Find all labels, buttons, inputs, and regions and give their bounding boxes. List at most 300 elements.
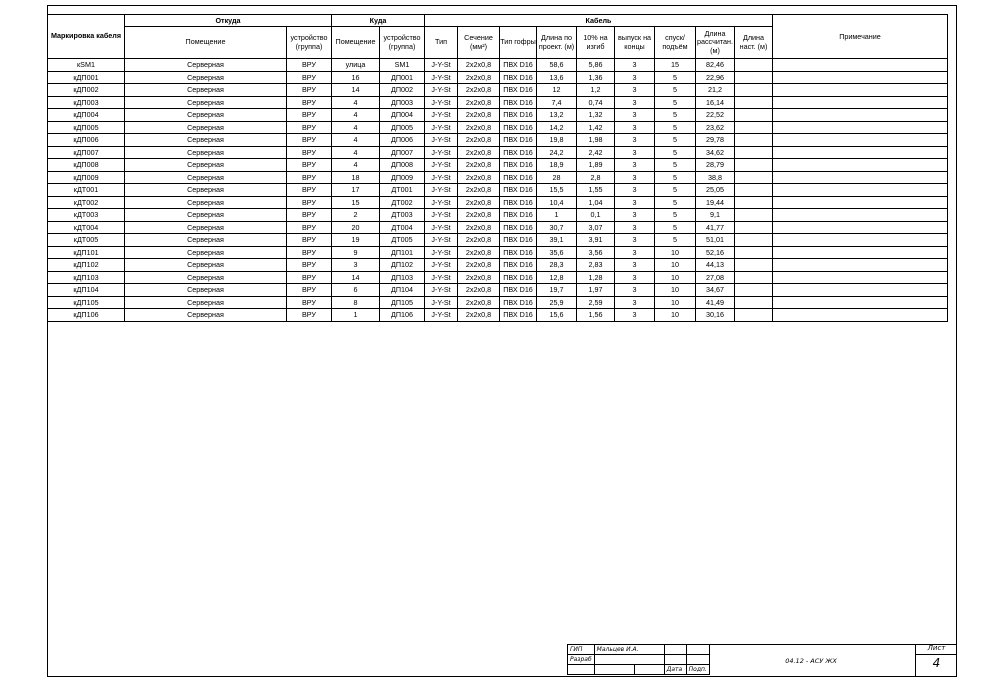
table-cell: Серверная (125, 234, 287, 247)
table-cell: ПВХ D16 (500, 271, 537, 284)
table-cell: ПВХ D16 (500, 234, 537, 247)
table-cell: J-Y-St (425, 171, 458, 184)
table-cell: 3 (615, 134, 655, 147)
table-cell: 2,59 (577, 296, 615, 309)
table-cell: 5 (655, 109, 696, 122)
table-cell: 1,32 (577, 109, 615, 122)
table-cell (735, 159, 773, 172)
table-cell: J-Y-St (425, 146, 458, 159)
table-cell: 39,1 (537, 234, 577, 247)
stamp-date-label: Дата (664, 665, 686, 675)
table-cell: 17 (332, 184, 380, 197)
table-cell: 2 (332, 209, 380, 222)
table-cell (773, 121, 948, 134)
table-cell: 2х2х0,8 (458, 209, 500, 222)
table-cell: кДП009 (48, 171, 125, 184)
table-cell (735, 221, 773, 234)
table-cell: ПВХ D16 (500, 59, 537, 72)
table-cell: Серверная (125, 159, 287, 172)
table-cell: ПВХ D16 (500, 259, 537, 272)
table-cell: 19,8 (537, 134, 577, 147)
table-cell (773, 246, 948, 259)
table-cell: 6 (332, 284, 380, 297)
table-cell: ПВХ D16 (500, 109, 537, 122)
stamp-gip-label: ГИП (568, 645, 595, 655)
table-cell: 51,01 (696, 234, 735, 247)
table-cell: кSM1 (48, 59, 125, 72)
table-cell: кДП103 (48, 271, 125, 284)
table-cell: 3,91 (577, 234, 615, 247)
table-cell: 5 (655, 146, 696, 159)
table-cell: 2,83 (577, 259, 615, 272)
table-cell (773, 271, 948, 284)
table-cell (773, 159, 948, 172)
table-row (48, 121, 948, 134)
table-cell: ДТ001 (380, 184, 425, 197)
table-cell: J-Y-St (425, 196, 458, 209)
header-from-room: Помещение (125, 27, 287, 59)
table-cell: кДП005 (48, 121, 125, 134)
table-cell: 20 (332, 221, 380, 234)
table-cell: 13,6 (537, 71, 577, 84)
table-cell (773, 209, 948, 222)
table-cell: Серверная (125, 109, 287, 122)
table-cell: J-Y-St (425, 296, 458, 309)
table-cell: 3 (615, 146, 655, 159)
header-to: Куда (332, 15, 425, 27)
table-cell: ПВХ D16 (500, 284, 537, 297)
table-cell: 2х2х0,8 (458, 296, 500, 309)
table-cell: ДП007 (380, 146, 425, 159)
table-cell: 44,13 (696, 259, 735, 272)
table-cell: 2х2х0,8 (458, 196, 500, 209)
table-cell: 10 (655, 259, 696, 272)
table-cell: J-Y-St (425, 259, 458, 272)
table-cell: 15 (655, 59, 696, 72)
table-cell: 5 (655, 84, 696, 97)
table-cell: кДТ002 (48, 196, 125, 209)
table-cell: J-Y-St (425, 109, 458, 122)
table-cell (773, 259, 948, 272)
header-cable: Кабель (425, 15, 773, 27)
table-row (48, 146, 948, 159)
sheet-box (915, 644, 957, 677)
table-cell: 3 (615, 171, 655, 184)
table-cell: 3 (615, 96, 655, 109)
table-cell: Серверная (125, 309, 287, 322)
table-cell: 3 (615, 259, 655, 272)
table-cell: ПВХ D16 (500, 96, 537, 109)
table-cell: J-Y-St (425, 96, 458, 109)
table-cell: ВРУ (287, 134, 332, 147)
table-cell: ДТ005 (380, 234, 425, 247)
table-cell: 1,36 (577, 71, 615, 84)
table-cell (735, 96, 773, 109)
table-cell: 5 (655, 196, 696, 209)
table-cell: ВРУ (287, 146, 332, 159)
table-cell: 4 (332, 159, 380, 172)
table-cell: 34,62 (696, 146, 735, 159)
table-cell: ПВХ D16 (500, 159, 537, 172)
table-cell: Серверная (125, 171, 287, 184)
table-cell: 25,05 (696, 184, 735, 197)
table-cell (773, 309, 948, 322)
table-cell: 2х2х0,8 (458, 246, 500, 259)
table-cell (773, 296, 948, 309)
table-cell: ВРУ (287, 96, 332, 109)
table-cell (735, 196, 773, 209)
table-cell: Серверная (125, 259, 287, 272)
table-cell: 41,77 (696, 221, 735, 234)
table-cell: ПВХ D16 (500, 84, 537, 97)
table-cell: 5 (655, 221, 696, 234)
table-cell (773, 109, 948, 122)
table-cell: 10 (655, 309, 696, 322)
table-cell: улица (332, 59, 380, 72)
table-cell: кДП105 (48, 296, 125, 309)
table-cell: 3 (615, 271, 655, 284)
table-cell: 3 (615, 184, 655, 197)
table-cell: ВРУ (287, 309, 332, 322)
table-cell: кДП102 (48, 259, 125, 272)
header-drop: спуск/подъём (655, 27, 696, 59)
table-cell: 3 (615, 59, 655, 72)
table-cell (735, 284, 773, 297)
table-cell: Серверная (125, 96, 287, 109)
table-cell: ДП002 (380, 84, 425, 97)
table-cell: 21,2 (696, 84, 735, 97)
header-to-device: устройство (группа) (380, 27, 425, 59)
cable-table (47, 14, 948, 322)
table-cell: 2х2х0,8 (458, 259, 500, 272)
table-cell: 28 (537, 171, 577, 184)
table-cell: ДП103 (380, 271, 425, 284)
table-cell: 2х2х0,8 (458, 121, 500, 134)
table-cell (735, 184, 773, 197)
header-from-device: устройство (группа) (287, 27, 332, 59)
table-cell: 2х2х0,8 (458, 184, 500, 197)
table-cell (735, 109, 773, 122)
table-row (48, 159, 948, 172)
table-cell: 2х2х0,8 (458, 59, 500, 72)
table-cell: 1,55 (577, 184, 615, 197)
table-cell: ВРУ (287, 271, 332, 284)
table-cell: J-Y-St (425, 209, 458, 222)
table-cell: 9,1 (696, 209, 735, 222)
table-cell: 15,6 (537, 309, 577, 322)
table-cell (735, 309, 773, 322)
table-cell: 4 (332, 96, 380, 109)
table-cell: ПВХ D16 (500, 309, 537, 322)
table-cell: ПВХ D16 (500, 246, 537, 259)
header-length-project: Длина по проект. (м) (537, 27, 577, 59)
table-cell: J-Y-St (425, 121, 458, 134)
table-cell: ВРУ (287, 296, 332, 309)
table-cell: J-Y-St (425, 159, 458, 172)
table-cell: 1,2 (577, 84, 615, 97)
table-cell: 3 (615, 296, 655, 309)
table-cell: 5,86 (577, 59, 615, 72)
table-cell: 1,89 (577, 159, 615, 172)
table-cell: кДП007 (48, 146, 125, 159)
table-cell: 5 (655, 96, 696, 109)
table-cell: 3 (615, 84, 655, 97)
table-cell: Серверная (125, 84, 287, 97)
table-cell: 3,07 (577, 221, 615, 234)
table-cell: 5 (655, 234, 696, 247)
table-cell: 2х2х0,8 (458, 171, 500, 184)
table-cell: 3 (615, 121, 655, 134)
table-cell: 5 (655, 209, 696, 222)
table-cell (735, 134, 773, 147)
table-cell: 22,52 (696, 109, 735, 122)
table-cell: J-Y-St (425, 234, 458, 247)
table-cell: 3 (615, 71, 655, 84)
table-cell: 2х2х0,8 (458, 146, 500, 159)
table-cell: 3 (615, 109, 655, 122)
table-cell: 3 (332, 259, 380, 272)
table-cell: 0,1 (577, 209, 615, 222)
table-cell: ВРУ (287, 109, 332, 122)
table-cell: J-Y-St (425, 134, 458, 147)
table-cell: 7,4 (537, 96, 577, 109)
table-cell: кДП003 (48, 96, 125, 109)
table-cell: 5 (655, 171, 696, 184)
table-cell: 3 (615, 221, 655, 234)
table-cell: кДП008 (48, 159, 125, 172)
table-cell: J-Y-St (425, 284, 458, 297)
table-cell: 3 (615, 209, 655, 222)
header-from: Откуда (125, 15, 332, 27)
table-cell: 35,6 (537, 246, 577, 259)
table-cell: J-Y-St (425, 71, 458, 84)
table-cell: 82,46 (696, 59, 735, 72)
table-cell: Серверная (125, 196, 287, 209)
table-cell: 1,42 (577, 121, 615, 134)
table-cell (773, 134, 948, 147)
table-cell (773, 71, 948, 84)
table-cell (773, 284, 948, 297)
table-cell: кДП004 (48, 109, 125, 122)
table-cell: ВРУ (287, 209, 332, 222)
table-cell: 25,9 (537, 296, 577, 309)
table-cell (735, 71, 773, 84)
header-note: Примечание (773, 15, 948, 59)
header-section: Сечение (мм²) (458, 27, 500, 59)
table-cell: ВРУ (287, 121, 332, 134)
table-cell: 5 (655, 121, 696, 134)
table-cell: 1,98 (577, 134, 615, 147)
table-cell: ПВХ D16 (500, 184, 537, 197)
table-cell: J-Y-St (425, 84, 458, 97)
table-cell: ДП105 (380, 296, 425, 309)
table-cell: 13,2 (537, 109, 577, 122)
table-cell: 18 (332, 171, 380, 184)
table-cell: ДП008 (380, 159, 425, 172)
table-cell: 19,7 (537, 284, 577, 297)
table-cell: кДП006 (48, 134, 125, 147)
table-cell: Серверная (125, 59, 287, 72)
table-cell: 5 (655, 159, 696, 172)
table-cell: 14 (332, 271, 380, 284)
header-bend: 10% на изгиб (577, 27, 615, 59)
table-cell: 3 (615, 309, 655, 322)
table-cell (735, 234, 773, 247)
header-corrugation: Тип гофры (500, 27, 537, 59)
table-cell: ДП005 (380, 121, 425, 134)
table-cell: 1 (332, 309, 380, 322)
header-length-set: Длина наст. (м) (735, 27, 773, 59)
table-cell: Серверная (125, 221, 287, 234)
stamp-dev-label: Разраб (568, 655, 595, 665)
table-cell: ПВХ D16 (500, 146, 537, 159)
header-marking: Маркировка кабеля (48, 15, 125, 59)
table-cell: кДТ001 (48, 184, 125, 197)
table-cell: 3,56 (577, 246, 615, 259)
table-cell: кДТ003 (48, 209, 125, 222)
table-cell: 19 (332, 234, 380, 247)
table-cell: J-Y-St (425, 59, 458, 72)
table-cell: J-Y-St (425, 309, 458, 322)
table-row (48, 271, 948, 284)
table-cell: 3 (615, 246, 655, 259)
table-cell: ВРУ (287, 196, 332, 209)
table-cell: кДП104 (48, 284, 125, 297)
sheet-label: Лист (916, 644, 957, 655)
table-cell: кДП002 (48, 84, 125, 97)
table-cell: 16,14 (696, 96, 735, 109)
table-row (48, 196, 948, 209)
table-cell: 19,44 (696, 196, 735, 209)
table-cell (735, 59, 773, 72)
table-cell: 8 (332, 296, 380, 309)
table-cell: 2х2х0,8 (458, 271, 500, 284)
table-cell: 22,96 (696, 71, 735, 84)
table-cell: ПВХ D16 (500, 121, 537, 134)
table-cell: 1,56 (577, 309, 615, 322)
table-cell: 10 (655, 246, 696, 259)
table-cell: Серверная (125, 271, 287, 284)
table-cell: 5 (655, 71, 696, 84)
table-cell: ДП006 (380, 134, 425, 147)
table-cell: кДП106 (48, 309, 125, 322)
table-cell: 28,79 (696, 159, 735, 172)
table-cell: кДП101 (48, 246, 125, 259)
table-cell: 28,3 (537, 259, 577, 272)
table-cell (773, 171, 948, 184)
table-cell: ВРУ (287, 159, 332, 172)
table-cell: 4 (332, 134, 380, 147)
table-cell: ПВХ D16 (500, 196, 537, 209)
table-cell: 52,16 (696, 246, 735, 259)
table-cell: J-Y-St (425, 221, 458, 234)
table-cell: Серверная (125, 146, 287, 159)
table-cell: Серверная (125, 134, 287, 147)
sheet-number: 4 (932, 656, 941, 670)
table-row (48, 171, 948, 184)
table-cell (773, 84, 948, 97)
table-cell: ДП009 (380, 171, 425, 184)
table-cell: 27,08 (696, 271, 735, 284)
table-cell: ВРУ (287, 284, 332, 297)
table-cell: 2,8 (577, 171, 615, 184)
table-cell: 29,78 (696, 134, 735, 147)
table-cell: 23,62 (696, 121, 735, 134)
table-cell (773, 196, 948, 209)
stamp-sign-label: Подп. (686, 665, 709, 675)
table-cell: 16 (332, 71, 380, 84)
table-cell (735, 296, 773, 309)
table-cell: ДП003 (380, 96, 425, 109)
table-row (48, 71, 948, 84)
table-row (48, 84, 948, 97)
document-code: 04.12 - АСУ ЖХ (785, 656, 837, 665)
table-cell (735, 146, 773, 159)
table-row (48, 59, 948, 72)
table-cell: ДП101 (380, 246, 425, 259)
table-cell: 3 (615, 159, 655, 172)
table-cell: ПВХ D16 (500, 171, 537, 184)
table-cell: 2х2х0,8 (458, 96, 500, 109)
table-row (48, 109, 948, 122)
table-cell: ВРУ (287, 59, 332, 72)
table-cell: J-Y-St (425, 246, 458, 259)
header-out-ends: выпуск на концы (615, 27, 655, 59)
table-cell: 0,74 (577, 96, 615, 109)
table-cell: ПВХ D16 (500, 71, 537, 84)
table-cell: ДП004 (380, 109, 425, 122)
header-length-calc: Длина рассчитан. (м) (696, 27, 735, 59)
table-cell: ДП106 (380, 309, 425, 322)
table-cell: 30,16 (696, 309, 735, 322)
table-cell: 10 (655, 271, 696, 284)
table-cell: 2х2х0,8 (458, 159, 500, 172)
table-cell: 2,42 (577, 146, 615, 159)
table-cell: ПВХ D16 (500, 209, 537, 222)
table-cell: 14 (332, 84, 380, 97)
table-cell (735, 209, 773, 222)
table-cell: 2х2х0,8 (458, 71, 500, 84)
table-cell: ПВХ D16 (500, 134, 537, 147)
table-cell: 14,2 (537, 121, 577, 134)
table-cell: Серверная (125, 184, 287, 197)
table-cell: Серверная (125, 296, 287, 309)
table-cell: ДП102 (380, 259, 425, 272)
table-cell (735, 121, 773, 134)
table-cell: 4 (332, 146, 380, 159)
table-cell: 2х2х0,8 (458, 84, 500, 97)
table-cell: 24,2 (537, 146, 577, 159)
table-cell: ДТ002 (380, 196, 425, 209)
table-cell: 2х2х0,8 (458, 234, 500, 247)
table-cell: 3 (615, 284, 655, 297)
table-cell (735, 171, 773, 184)
table-cell: ВРУ (287, 184, 332, 197)
table-cell: 4 (332, 121, 380, 134)
table-cell: 58,6 (537, 59, 577, 72)
table-cell: кДТ004 (48, 221, 125, 234)
table-cell: 3 (615, 234, 655, 247)
table-cell: ДП104 (380, 284, 425, 297)
table-cell: 10,4 (537, 196, 577, 209)
table-cell: ВРУ (287, 221, 332, 234)
table-cell: 1,28 (577, 271, 615, 284)
table-cell (773, 184, 948, 197)
table-cell: Серверная (125, 209, 287, 222)
table-cell: Серверная (125, 71, 287, 84)
table-cell: ПВХ D16 (500, 296, 537, 309)
table-cell: 12 (537, 84, 577, 97)
